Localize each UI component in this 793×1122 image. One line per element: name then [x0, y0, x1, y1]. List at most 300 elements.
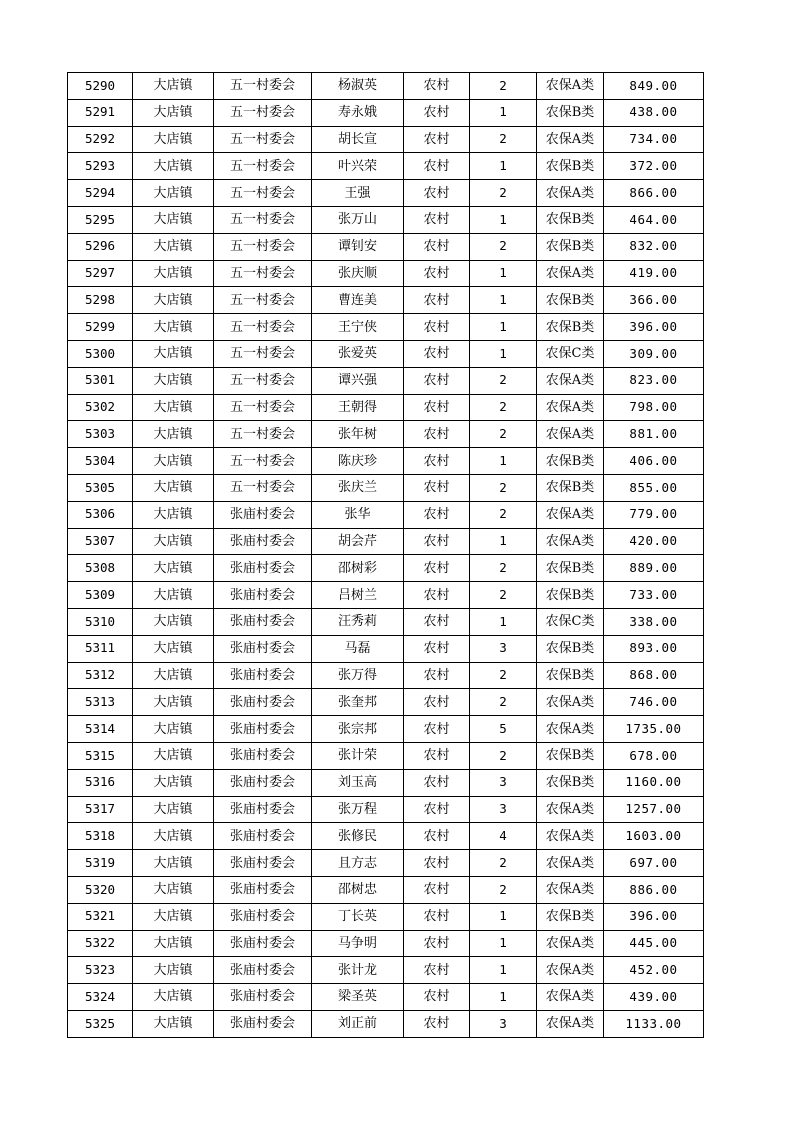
insurance-category-cell: 农保B类 [537, 233, 604, 260]
person-count-cell: 2 [470, 555, 537, 582]
household-type-cell: 农村 [404, 126, 470, 153]
amount-cell: 733.00 [604, 582, 704, 609]
table-row [68, 742, 704, 769]
name-cell: 吕树兰 [312, 582, 404, 609]
name-cell: 谭钊安 [312, 233, 404, 260]
town-cell: 大店镇 [133, 823, 214, 850]
town-cell: 大店镇 [133, 501, 214, 528]
table-row [68, 528, 704, 555]
amount-cell: 452.00 [604, 957, 704, 984]
record-number-cell: 5320 [68, 876, 133, 903]
village-committee-cell: 张庙村委会 [214, 850, 312, 877]
record-number-cell: 5323 [68, 957, 133, 984]
name-cell: 张年树 [312, 421, 404, 448]
person-count-cell: 2 [470, 689, 537, 716]
insurance-category-cell: 农保B类 [537, 742, 604, 769]
village-committee-cell: 五一村委会 [214, 99, 312, 126]
name-cell: 王朝得 [312, 394, 404, 421]
person-count-cell: 2 [470, 662, 537, 689]
record-number-cell: 5312 [68, 662, 133, 689]
household-type-cell: 农村 [404, 73, 470, 100]
household-type-cell: 农村 [404, 153, 470, 180]
amount-cell: 734.00 [604, 126, 704, 153]
village-committee-cell: 张庙村委会 [214, 742, 312, 769]
record-number-cell: 5325 [68, 1010, 133, 1037]
town-cell: 大店镇 [133, 608, 214, 635]
table-row [68, 957, 704, 984]
village-committee-cell: 五一村委会 [214, 260, 312, 287]
record-number-cell: 5296 [68, 233, 133, 260]
insurance-category-cell: 农保A类 [537, 126, 604, 153]
name-cell: 张宗邦 [312, 716, 404, 743]
name-cell: 寿永娥 [312, 99, 404, 126]
town-cell: 大店镇 [133, 582, 214, 609]
table-row [68, 153, 704, 180]
amount-cell: 1603.00 [604, 823, 704, 850]
insurance-category-cell: 农保A类 [537, 850, 604, 877]
amount-cell: 366.00 [604, 287, 704, 314]
insurance-category-cell: 农保B类 [537, 206, 604, 233]
table-row [68, 421, 704, 448]
village-committee-cell: 五一村委会 [214, 180, 312, 207]
town-cell: 大店镇 [133, 528, 214, 555]
village-committee-cell: 张庙村委会 [214, 823, 312, 850]
name-cell: 马争明 [312, 930, 404, 957]
village-committee-cell: 张庙村委会 [214, 501, 312, 528]
person-count-cell: 1 [470, 340, 537, 367]
insurance-category-cell: 农保A类 [537, 689, 604, 716]
village-committee-cell: 张庙村委会 [214, 957, 312, 984]
town-cell: 大店镇 [133, 903, 214, 930]
person-count-cell: 1 [470, 930, 537, 957]
insurance-category-cell: 农保C类 [537, 340, 604, 367]
amount-cell: 823.00 [604, 367, 704, 394]
village-committee-cell: 张庙村委会 [214, 716, 312, 743]
table-row [68, 260, 704, 287]
village-committee-cell: 张庙村委会 [214, 528, 312, 555]
amount-cell: 746.00 [604, 689, 704, 716]
name-cell: 梁圣英 [312, 984, 404, 1011]
insurance-category-cell: 农保B类 [537, 769, 604, 796]
name-cell: 马磊 [312, 635, 404, 662]
person-count-cell: 2 [470, 421, 537, 448]
town-cell: 大店镇 [133, 448, 214, 475]
town-cell: 大店镇 [133, 689, 214, 716]
table-row [68, 796, 704, 823]
household-type-cell: 农村 [404, 984, 470, 1011]
record-number-cell: 5290 [68, 73, 133, 100]
household-type-cell: 农村 [404, 635, 470, 662]
person-count-cell: 1 [470, 260, 537, 287]
village-committee-cell: 张庙村委会 [214, 1010, 312, 1037]
village-committee-cell: 张庙村委会 [214, 796, 312, 823]
record-number-cell: 5313 [68, 689, 133, 716]
amount-cell: 1133.00 [604, 1010, 704, 1037]
name-cell: 张万程 [312, 796, 404, 823]
amount-cell: 881.00 [604, 421, 704, 448]
person-count-cell: 2 [470, 367, 537, 394]
town-cell: 大店镇 [133, 99, 214, 126]
person-count-cell: 2 [470, 582, 537, 609]
insurance-category-cell: 农保A类 [537, 180, 604, 207]
record-number-cell: 5319 [68, 850, 133, 877]
town-cell: 大店镇 [133, 394, 214, 421]
record-number-cell: 5294 [68, 180, 133, 207]
town-cell: 大店镇 [133, 260, 214, 287]
insurance-category-cell: 农保B类 [537, 287, 604, 314]
household-type-cell: 农村 [404, 930, 470, 957]
name-cell: 张爱英 [312, 340, 404, 367]
household-type-cell: 农村 [404, 99, 470, 126]
name-cell: 张万得 [312, 662, 404, 689]
record-number-cell: 5301 [68, 367, 133, 394]
village-committee-cell: 五一村委会 [214, 153, 312, 180]
insurance-category-cell: 农保A类 [537, 876, 604, 903]
person-count-cell: 3 [470, 796, 537, 823]
person-count-cell: 1 [470, 448, 537, 475]
table-row [68, 555, 704, 582]
town-cell: 大店镇 [133, 474, 214, 501]
town-cell: 大店镇 [133, 769, 214, 796]
record-number-cell: 5291 [68, 99, 133, 126]
household-type-cell: 农村 [404, 1010, 470, 1037]
household-type-cell: 农村 [404, 448, 470, 475]
village-committee-cell: 五一村委会 [214, 314, 312, 341]
record-number-cell: 5306 [68, 501, 133, 528]
amount-cell: 445.00 [604, 930, 704, 957]
table-row [68, 448, 704, 475]
amount-cell: 406.00 [604, 448, 704, 475]
amount-cell: 439.00 [604, 984, 704, 1011]
insurance-category-cell: 农保A类 [537, 501, 604, 528]
village-committee-cell: 五一村委会 [214, 394, 312, 421]
household-type-cell: 农村 [404, 608, 470, 635]
town-cell: 大店镇 [133, 206, 214, 233]
insurance-category-cell: 农保A类 [537, 394, 604, 421]
record-number-cell: 5298 [68, 287, 133, 314]
record-number-cell: 5322 [68, 930, 133, 957]
person-count-cell: 3 [470, 769, 537, 796]
amount-cell: 886.00 [604, 876, 704, 903]
name-cell: 张奎邦 [312, 689, 404, 716]
person-count-cell: 1 [470, 287, 537, 314]
amount-cell: 372.00 [604, 153, 704, 180]
table-row [68, 689, 704, 716]
insurance-category-cell: 农保A类 [537, 796, 604, 823]
person-count-cell: 1 [470, 984, 537, 1011]
insurance-category-cell: 农保B类 [537, 582, 604, 609]
amount-cell: 849.00 [604, 73, 704, 100]
person-count-cell: 1 [470, 206, 537, 233]
table-row [68, 73, 704, 100]
town-cell: 大店镇 [133, 635, 214, 662]
village-committee-cell: 五一村委会 [214, 367, 312, 394]
insurance-category-cell: 农保B类 [537, 99, 604, 126]
household-type-cell: 农村 [404, 903, 470, 930]
town-cell: 大店镇 [133, 314, 214, 341]
person-count-cell: 1 [470, 528, 537, 555]
household-type-cell: 农村 [404, 206, 470, 233]
amount-cell: 1257.00 [604, 796, 704, 823]
name-cell: 丁长英 [312, 903, 404, 930]
village-committee-cell: 五一村委会 [214, 421, 312, 448]
insurance-category-cell: 农保C类 [537, 608, 604, 635]
table-row [68, 984, 704, 1011]
town-cell: 大店镇 [133, 126, 214, 153]
household-type-cell: 农村 [404, 367, 470, 394]
person-count-cell: 1 [470, 99, 537, 126]
name-cell: 杨淑英 [312, 73, 404, 100]
town-cell: 大店镇 [133, 850, 214, 877]
name-cell: 邵树彩 [312, 555, 404, 582]
household-type-cell: 农村 [404, 796, 470, 823]
table-row [68, 474, 704, 501]
village-committee-cell: 五一村委会 [214, 126, 312, 153]
amount-cell: 798.00 [604, 394, 704, 421]
household-type-cell: 农村 [404, 876, 470, 903]
record-number-cell: 5309 [68, 582, 133, 609]
record-number-cell: 5303 [68, 421, 133, 448]
record-number-cell: 5293 [68, 153, 133, 180]
village-committee-cell: 五一村委会 [214, 448, 312, 475]
town-cell: 大店镇 [133, 957, 214, 984]
name-cell: 胡长宣 [312, 126, 404, 153]
person-count-cell: 2 [470, 876, 537, 903]
household-type-cell: 农村 [404, 769, 470, 796]
village-committee-cell: 张庙村委会 [214, 903, 312, 930]
town-cell: 大店镇 [133, 1010, 214, 1037]
person-count-cell: 4 [470, 823, 537, 850]
town-cell: 大店镇 [133, 73, 214, 100]
insurance-category-cell: 农保B类 [537, 474, 604, 501]
table-row [68, 930, 704, 957]
name-cell: 张计荣 [312, 742, 404, 769]
village-committee-cell: 张庙村委会 [214, 582, 312, 609]
person-count-cell: 2 [470, 850, 537, 877]
amount-cell: 438.00 [604, 99, 704, 126]
person-count-cell: 2 [470, 180, 537, 207]
town-cell: 大店镇 [133, 153, 214, 180]
amount-cell: 866.00 [604, 180, 704, 207]
name-cell: 刘正前 [312, 1010, 404, 1037]
name-cell: 王宁侠 [312, 314, 404, 341]
roster-table [67, 72, 704, 1038]
town-cell: 大店镇 [133, 662, 214, 689]
record-number-cell: 5307 [68, 528, 133, 555]
name-cell: 张修民 [312, 823, 404, 850]
record-number-cell: 5315 [68, 742, 133, 769]
person-count-cell: 3 [470, 1010, 537, 1037]
village-committee-cell: 张庙村委会 [214, 876, 312, 903]
name-cell: 汪秀莉 [312, 608, 404, 635]
record-number-cell: 5314 [68, 716, 133, 743]
insurance-category-cell: 农保A类 [537, 957, 604, 984]
name-cell: 张庆兰 [312, 474, 404, 501]
person-count-cell: 1 [470, 957, 537, 984]
name-cell: 邵树忠 [312, 876, 404, 903]
person-count-cell: 3 [470, 635, 537, 662]
village-committee-cell: 五一村委会 [214, 206, 312, 233]
village-committee-cell: 五一村委会 [214, 287, 312, 314]
record-number-cell: 5321 [68, 903, 133, 930]
household-type-cell: 农村 [404, 528, 470, 555]
town-cell: 大店镇 [133, 876, 214, 903]
person-count-cell: 2 [470, 73, 537, 100]
insurance-category-cell: 农保A类 [537, 73, 604, 100]
town-cell: 大店镇 [133, 555, 214, 582]
insurance-category-cell: 农保B类 [537, 662, 604, 689]
town-cell: 大店镇 [133, 716, 214, 743]
record-number-cell: 5304 [68, 448, 133, 475]
person-count-cell: 2 [470, 126, 537, 153]
insurance-category-cell: 农保A类 [537, 930, 604, 957]
town-cell: 大店镇 [133, 796, 214, 823]
table-row [68, 662, 704, 689]
name-cell: 胡会芹 [312, 528, 404, 555]
insurance-category-cell: 农保B类 [537, 903, 604, 930]
record-number-cell: 5299 [68, 314, 133, 341]
village-committee-cell: 五一村委会 [214, 474, 312, 501]
household-type-cell: 农村 [404, 394, 470, 421]
insurance-category-cell: 农保A类 [537, 421, 604, 448]
household-type-cell: 农村 [404, 421, 470, 448]
name-cell: 叶兴荣 [312, 153, 404, 180]
household-type-cell: 农村 [404, 474, 470, 501]
roster-table-body [68, 73, 704, 1038]
amount-cell: 779.00 [604, 501, 704, 528]
name-cell: 张万山 [312, 206, 404, 233]
insurance-category-cell: 农保A类 [537, 260, 604, 287]
amount-cell: 889.00 [604, 555, 704, 582]
town-cell: 大店镇 [133, 180, 214, 207]
household-type-cell: 农村 [404, 850, 470, 877]
town-cell: 大店镇 [133, 287, 214, 314]
record-number-cell: 5311 [68, 635, 133, 662]
town-cell: 大店镇 [133, 233, 214, 260]
amount-cell: 855.00 [604, 474, 704, 501]
household-type-cell: 农村 [404, 501, 470, 528]
town-cell: 大店镇 [133, 984, 214, 1011]
household-type-cell: 农村 [404, 662, 470, 689]
person-count-cell: 2 [470, 233, 537, 260]
household-type-cell: 农村 [404, 823, 470, 850]
insurance-category-cell: 农保B类 [537, 635, 604, 662]
name-cell: 张计龙 [312, 957, 404, 984]
village-committee-cell: 张庙村委会 [214, 984, 312, 1011]
household-type-cell: 农村 [404, 582, 470, 609]
person-count-cell: 1 [470, 314, 537, 341]
name-cell: 刘玉高 [312, 769, 404, 796]
amount-cell: 678.00 [604, 742, 704, 769]
village-committee-cell: 张庙村委会 [214, 930, 312, 957]
name-cell: 张庆顺 [312, 260, 404, 287]
village-committee-cell: 五一村委会 [214, 340, 312, 367]
household-type-cell: 农村 [404, 287, 470, 314]
household-type-cell: 农村 [404, 260, 470, 287]
name-cell: 曹连美 [312, 287, 404, 314]
person-count-cell: 1 [470, 608, 537, 635]
household-type-cell: 农村 [404, 340, 470, 367]
table-row [68, 367, 704, 394]
record-number-cell: 5297 [68, 260, 133, 287]
table-row [68, 823, 704, 850]
town-cell: 大店镇 [133, 421, 214, 448]
record-number-cell: 5302 [68, 394, 133, 421]
household-type-cell: 农村 [404, 957, 470, 984]
insurance-category-cell: 农保B类 [537, 448, 604, 475]
table-row [68, 126, 704, 153]
amount-cell: 1160.00 [604, 769, 704, 796]
person-count-cell: 5 [470, 716, 537, 743]
record-number-cell: 5292 [68, 126, 133, 153]
name-cell: 张华 [312, 501, 404, 528]
amount-cell: 420.00 [604, 528, 704, 555]
insurance-category-cell: 农保B类 [537, 314, 604, 341]
record-number-cell: 5295 [68, 206, 133, 233]
table-row [68, 233, 704, 260]
household-type-cell: 农村 [404, 555, 470, 582]
table-row [68, 206, 704, 233]
amount-cell: 396.00 [604, 903, 704, 930]
record-number-cell: 5308 [68, 555, 133, 582]
person-count-cell: 2 [470, 501, 537, 528]
town-cell: 大店镇 [133, 930, 214, 957]
insurance-category-cell: 农保B类 [537, 153, 604, 180]
table-row [68, 180, 704, 207]
person-count-cell: 2 [470, 742, 537, 769]
table-row [68, 314, 704, 341]
insurance-category-cell: 农保A类 [537, 716, 604, 743]
household-type-cell: 农村 [404, 314, 470, 341]
table-row [68, 340, 704, 367]
person-count-cell: 1 [470, 153, 537, 180]
amount-cell: 868.00 [604, 662, 704, 689]
household-type-cell: 农村 [404, 233, 470, 260]
table-row [68, 582, 704, 609]
town-cell: 大店镇 [133, 367, 214, 394]
record-number-cell: 5317 [68, 796, 133, 823]
amount-cell: 464.00 [604, 206, 704, 233]
table-row [68, 850, 704, 877]
village-committee-cell: 五一村委会 [214, 73, 312, 100]
name-cell: 且方志 [312, 850, 404, 877]
village-committee-cell: 张庙村委会 [214, 635, 312, 662]
name-cell: 谭兴强 [312, 367, 404, 394]
insurance-category-cell: 农保A类 [537, 528, 604, 555]
insurance-category-cell: 农保B类 [537, 555, 604, 582]
amount-cell: 309.00 [604, 340, 704, 367]
amount-cell: 832.00 [604, 233, 704, 260]
table-row [68, 769, 704, 796]
village-committee-cell: 五一村委会 [214, 233, 312, 260]
person-count-cell: 2 [470, 474, 537, 501]
amount-cell: 338.00 [604, 608, 704, 635]
table-row [68, 876, 704, 903]
table-row [68, 287, 704, 314]
insurance-category-cell: 农保A类 [537, 823, 604, 850]
village-committee-cell: 张庙村委会 [214, 662, 312, 689]
amount-cell: 697.00 [604, 850, 704, 877]
household-type-cell: 农村 [404, 180, 470, 207]
table-row [68, 903, 704, 930]
table-row [68, 394, 704, 421]
record-number-cell: 5324 [68, 984, 133, 1011]
amount-cell: 893.00 [604, 635, 704, 662]
table-row [68, 99, 704, 126]
village-committee-cell: 张庙村委会 [214, 608, 312, 635]
table-row [68, 608, 704, 635]
record-number-cell: 5305 [68, 474, 133, 501]
